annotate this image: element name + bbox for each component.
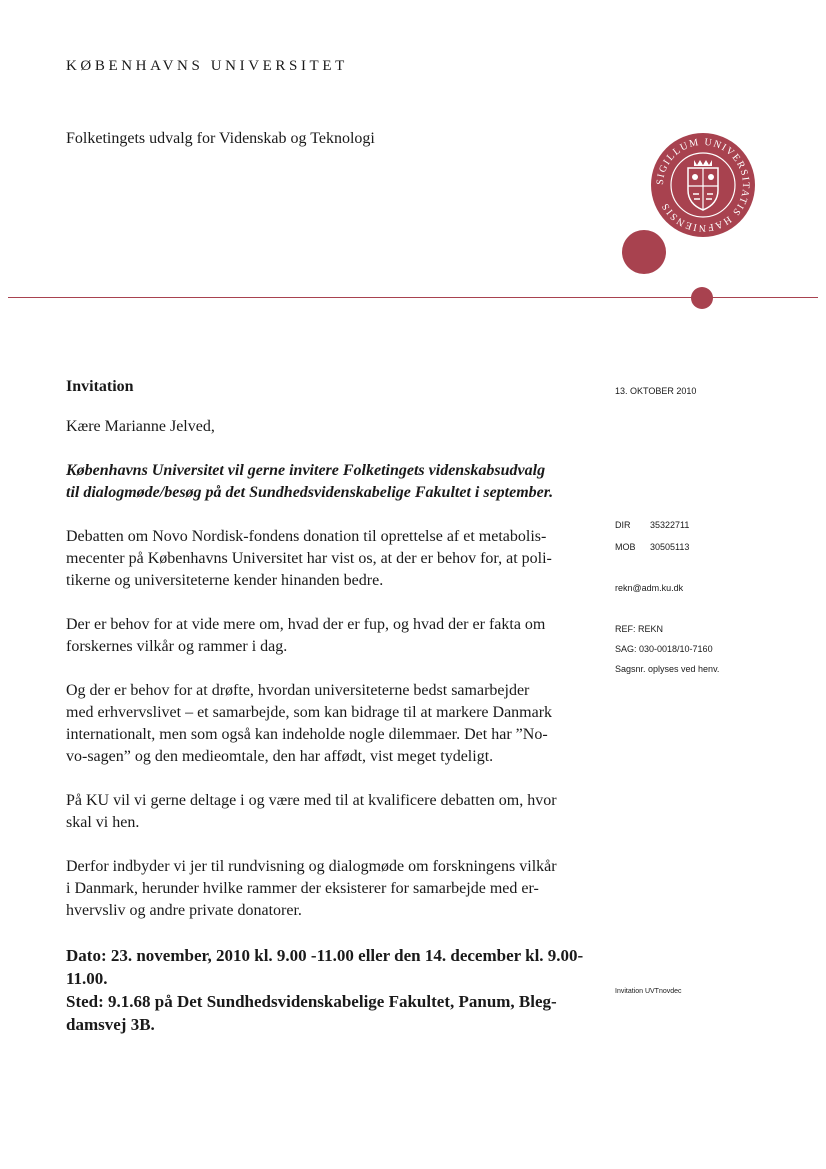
text-line: i Danmark, herunder hvilke rammer der eksisterer for samarbejde med er- <box>66 880 539 897</box>
text-line: Der er behov for at vide mere om, hvad der er fup, og hvad der er fakta om <box>66 616 546 633</box>
paragraph-1 <box>66 526 586 592</box>
contact-dir <box>615 514 689 536</box>
paragraph-2 <box>66 614 586 658</box>
letter-body <box>66 376 586 1036</box>
contact-label: MOB <box>615 542 636 552</box>
text-line: Debatten om Novo Nordisk-fondens donation til oprettelse af et metabolis- <box>66 528 547 545</box>
contact-mob <box>615 536 689 558</box>
greeting: Kære Marianne Jelved, <box>66 418 215 435</box>
lead-paragraph <box>66 460 586 504</box>
text-line: Derfor indbyder vi jer til rundvisning og dialogmøde om forskningens vilkår <box>66 858 557 875</box>
seal-text: SIGILLUM UNIVERSITATIS HAFNIENSIS <box>654 136 752 234</box>
university-seal-icon <box>650 132 756 238</box>
letter-date: 13. OKTOBER 2010 <box>615 386 697 396</box>
lead-line: til dialogmøde/besøg på det Sundhedsvidenskabelige Fakultet i september. <box>66 484 554 501</box>
contact-label: DIR <box>615 520 631 530</box>
lead-line: Københavns Universitet vil gerne invitere Folketingets videnskabsudvalg <box>66 462 546 479</box>
university-name: KØBENHAVNS UNIVERSITET <box>66 58 348 74</box>
decorative-dot-large <box>622 230 666 274</box>
letter-heading: Invitation <box>66 378 134 395</box>
text-line: internationalt, men som også kan indeholde nogle dilemmaer. Det har ”No- <box>66 726 548 743</box>
text-line: forskernes vilkår og rammer i dag. <box>66 638 288 655</box>
text-line: mecenter på Københavns Universitet har vist os, at der er behov for, at poli- <box>66 550 552 567</box>
recipient-committee: Folketingets udvalg for Videnskab og Teknologi <box>66 130 375 147</box>
sag-line: SAG: 030-0018/10-7160 <box>615 644 713 654</box>
text-line: med erhvervslivet – et samarbejde, som kan bidrage til at markere Danmark <box>66 704 553 721</box>
paragraph-5 <box>66 856 586 922</box>
decorative-dot-small <box>691 287 713 309</box>
sagsnr-line: Sagsnr. oplyses ved henv. <box>615 664 720 674</box>
ref-line: REF: REKN <box>615 624 664 634</box>
text-line: tikerne og universiteterne kender hinanden bedre. <box>66 572 384 589</box>
paragraph-3 <box>66 680 586 768</box>
text-line: skal vi hen. <box>66 814 140 831</box>
text-line: vo-sagen” og den medieomtale, den har affødt, vist meget tydeligt. <box>66 748 494 765</box>
email-address: rekn@adm.ku.dk <box>615 583 684 593</box>
location-line: Sted: 9.1.68 på Det Sundhedsvidenskabelige Fakultet, Panum, Bleg- <box>66 992 557 1011</box>
file-name: Invitation UVTnovdec <box>615 988 682 995</box>
contact-block <box>615 514 689 558</box>
location-line: damsvej 3B. <box>66 1015 155 1034</box>
meeting-details <box>66 944 586 1036</box>
contact-value: 30505113 <box>650 542 690 552</box>
date-line: 11.00. <box>66 969 108 988</box>
reference-block <box>615 624 719 684</box>
date-line: Dato: 23. november, 2010 kl. 9.00 -11.00 eller den 14. december kl. 9.00- <box>66 946 584 965</box>
text-line: Og der er behov for at drøfte, hvordan universiteterne bedst samarbejder <box>66 682 530 699</box>
paragraph-4 <box>66 790 586 834</box>
text-line: hvervsliv og andre private donatorer. <box>66 902 302 919</box>
contact-value: 35322711 <box>650 520 690 530</box>
text-line: På KU vil vi gerne deltage i og være med til at kvalificere debatten om, hvor <box>66 792 557 809</box>
